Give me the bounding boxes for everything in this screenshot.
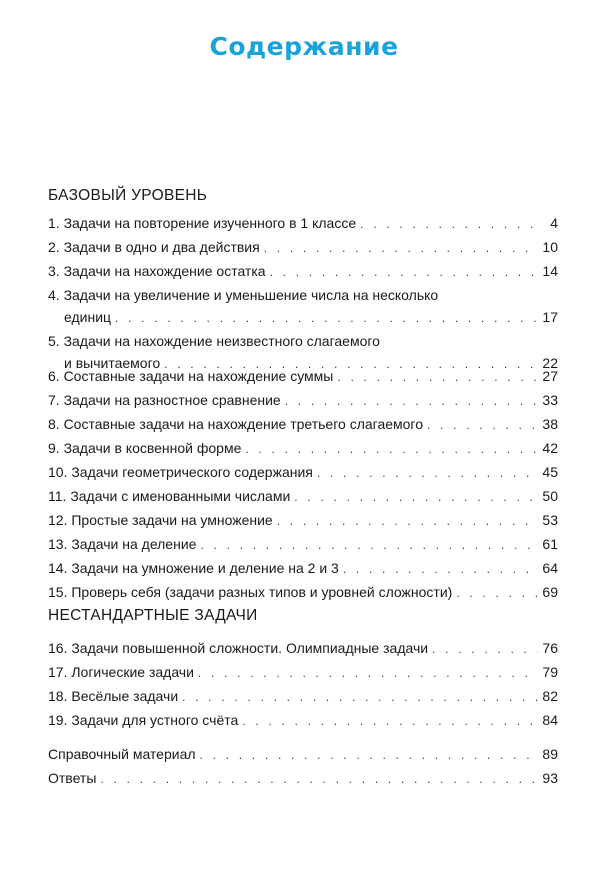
toc-entry[interactable] [48, 413, 558, 435]
toc-page-number: 38 [542, 416, 558, 432]
dot-leader [182, 686, 538, 708]
dot-leader [294, 486, 538, 508]
toc-page-number: 45 [542, 464, 558, 480]
toc-entry[interactable] [48, 260, 558, 282]
toc-page-number: 4 [550, 215, 558, 231]
dot-leader [317, 462, 538, 484]
toc-entry-label: 10. Задачи геометрического содержания [48, 464, 313, 480]
dot-leader [277, 510, 538, 532]
dot-leader [198, 662, 538, 684]
toc-page-number: 79 [542, 664, 558, 680]
toc-entry-label: 6. Составные задачи на нахождение суммы [48, 368, 334, 384]
toc-entry[interactable] [48, 557, 558, 579]
toc-entry-label: 17. Логические задачи [48, 664, 194, 680]
dot-leader [456, 582, 538, 604]
toc-entry[interactable] [48, 767, 558, 789]
toc-entry-label: 18. Весёлые задачи [48, 688, 179, 704]
toc-entry-label: 11. Задачи с именованными числами [48, 488, 291, 504]
toc-entry[interactable] [48, 685, 558, 707]
toc-entry[interactable] [48, 637, 558, 659]
toc-page-number: 84 [542, 712, 558, 728]
toc-entry-label: 2. Задачи в одно и два действия [48, 239, 260, 255]
toc-entry-label: 15. Проверь себя (задачи разных типов и уровней сложности) [48, 584, 453, 600]
toc-entry-label: 3. Задачи на нахождение остатка [48, 263, 266, 279]
toc-page-number: 89 [542, 746, 558, 762]
toc-page-number: 42 [542, 440, 558, 456]
dot-leader [337, 366, 538, 388]
toc-entry[interactable] [48, 509, 558, 531]
toc-entry[interactable] [48, 365, 558, 387]
toc-page-number: 93 [542, 770, 558, 786]
dot-leader [285, 390, 538, 412]
toc-entry[interactable] [48, 709, 558, 731]
section-heading: БАЗОВЫЙ УРОВЕНЬ [48, 187, 208, 204]
toc-entry-label: 7. Задачи на разностное сравнение [48, 392, 281, 408]
toc-entry-label: 1. Задачи на повторение изученного в 1 классе [48, 215, 357, 231]
toc-entry[interactable] [48, 533, 558, 555]
toc-entry-label: 13. Задачи на деление [48, 536, 197, 552]
toc-page-number: 53 [542, 512, 558, 528]
dot-leader [343, 558, 538, 580]
toc-page-number: 10 [542, 239, 558, 255]
dot-leader [242, 710, 538, 732]
toc-entry-label: 5. Задачи на нахождение неизвестного слагаемого [48, 333, 380, 349]
toc-entry-label: 4. Задачи на увеличение и уменьшение числа на несколько [48, 287, 439, 303]
toc-page-number: 69 [542, 584, 558, 600]
toc-entry-label: 12. Простые задачи на умножение [48, 512, 273, 528]
toc-entry-label: 19. Задачи для устного счёта [48, 712, 239, 728]
dot-leader [270, 261, 538, 283]
dot-leader [360, 213, 538, 235]
dot-leader [427, 414, 538, 436]
dot-leader [200, 534, 538, 556]
toc-page-number: 61 [542, 536, 558, 552]
toc-entry-label: и вычитаемого [64, 355, 161, 371]
toc-page-number: 17 [542, 309, 558, 325]
toc-entry[interactable] [48, 437, 558, 459]
dot-leader [245, 438, 538, 460]
dot-leader [264, 237, 538, 259]
dot-leader [100, 768, 538, 790]
toc-page-number: 82 [542, 688, 558, 704]
toc-entry[interactable] [48, 743, 558, 765]
toc-page-number: 76 [542, 640, 558, 656]
dot-leader [200, 744, 538, 766]
toc-entry-label: 16. Задачи повышенной сложности. Олимпиадные задачи [48, 640, 429, 656]
toc-entry-label: 9. Задачи в косвенной форме [48, 440, 242, 456]
toc-entry[interactable] [48, 284, 558, 328]
toc-entry-label: единиц [64, 309, 112, 325]
toc-entry-label: 8. Составные задачи на нахождение третьего слагаемого [48, 416, 424, 432]
toc-page-number: 27 [542, 368, 558, 384]
toc-page-number: 14 [542, 263, 558, 279]
toc-entry[interactable] [48, 485, 558, 507]
toc-entry-label: 14. Задачи на умножение и деление на 2 и 3 [48, 560, 339, 576]
section-heading: НЕСТАНДАРТНЫЕ ЗАДАЧИ [48, 607, 258, 624]
toc-page-number: 33 [542, 392, 558, 408]
page-title: Содержание [209, 32, 399, 61]
toc-entry[interactable] [48, 661, 558, 683]
dot-leader [432, 638, 538, 660]
toc-entry-label: Справочный материал [48, 746, 196, 762]
toc-page-number: 64 [542, 560, 558, 576]
toc-entry[interactable] [48, 581, 558, 603]
toc-entry[interactable] [48, 389, 558, 411]
toc-entry[interactable] [48, 212, 558, 234]
toc-page-number: 22 [542, 355, 558, 371]
toc-entry[interactable] [48, 461, 558, 483]
toc-entry-label: Ответы [48, 770, 97, 786]
toc-entry[interactable] [48, 236, 558, 258]
toc-page-number: 50 [542, 488, 558, 504]
dot-leader [115, 307, 538, 329]
